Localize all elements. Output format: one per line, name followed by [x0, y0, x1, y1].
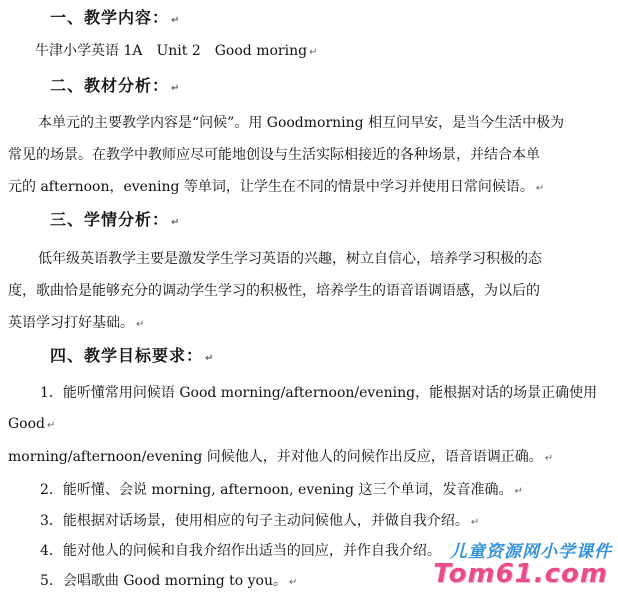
material-analysis-line-1: 本单元的主要教学内容是“问候”。用 Goodmorning 相互问早安，是当今生活中极为 — [38, 115, 565, 131]
objective-2: 2．能听懂、会说 morning, afternoon, evening 这三个单词，发音准确。 ↵ — [40, 482, 523, 498]
objective-4: 4．能对他人的问候和自我介绍作出适当的回应，并作自我介绍。 — [40, 543, 441, 559]
objective-1-line-2: Good ↵ — [8, 416, 56, 432]
learner-analysis-line-2: 度，歌曲恰是能够充分的调动学生学习的积极性，培养学生的语音语调语感，为以后的 — [8, 283, 540, 299]
heading-material-analysis: 二、教材分析： ↵ — [50, 76, 181, 95]
objective-5: 5．会唱歌曲 Good morning to you。 ↵ — [40, 573, 298, 589]
material-analysis-line-3: 元的 afternoon，evening 等单词，让学生在不同的情景中学习并使用日常问候语。 ↵ — [8, 179, 545, 195]
heading-teaching-content: 一、教学内容： ↵ — [50, 8, 181, 27]
watermark-site-name: 儿童资源网小学课件 — [450, 542, 612, 562]
watermark-domain: Tom61.com — [433, 559, 608, 589]
site-watermark — [362, 537, 612, 591]
objective-1-line-3: morning/afternoon/evening 问候他人，并对他人的问候作出反应，语音语调正确。 ↵ — [8, 449, 554, 465]
material-analysis-line-2: 常见的场景。在教学中教师应尽可能地创设与生活实际相接近的各种场景，并结合本单 — [8, 147, 540, 163]
objective-3: 3．能根据对话场景，使用相应的句子主动问候他人，并做自我介绍。 ↵ — [40, 513, 480, 529]
learner-analysis-line-1: 低年级英语教学主要是激发学生学习英语的兴趣，树立自信心，培养学习积极的态 — [38, 251, 542, 267]
objective-1-line-1: 1．能听懂常用问候语 Good morning/afternoon/evening，能根据对话的场景正确使用 — [40, 385, 598, 401]
heading-learner-analysis: 三、学情分析： ↵ — [50, 210, 181, 229]
learner-analysis-line-3: 英语学习打好基础。 ↵ — [8, 315, 145, 331]
course-title-line: 牛津小学英语 1A Unit 2 Good moring ↵ — [35, 43, 318, 59]
heading-teaching-objectives: 四、教学目标要求： ↵ — [50, 346, 215, 365]
